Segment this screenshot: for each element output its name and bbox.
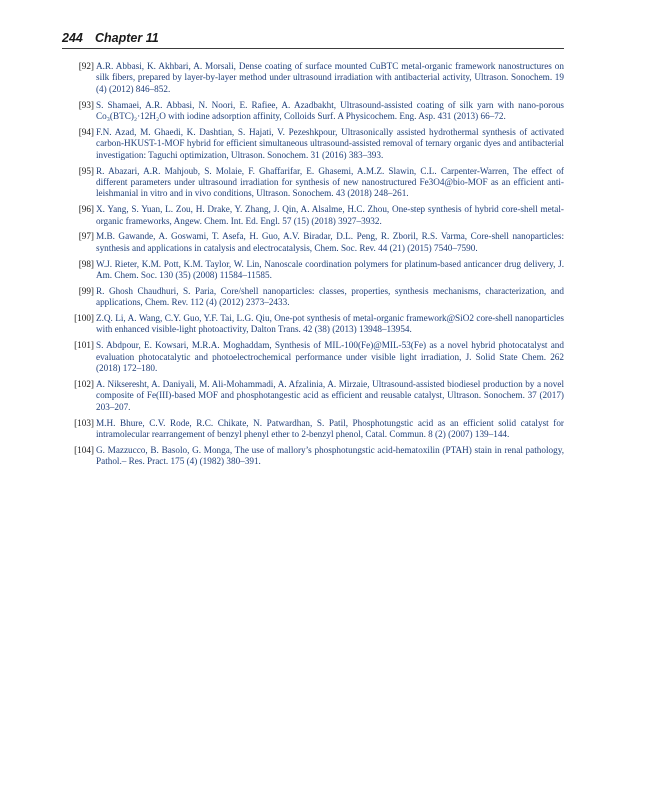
reference-item: [62, 61, 564, 95]
reference-text[interactable]: R. Abazari, A.R. Mahjoub, S. Molaie, F. Ghaffarifar, E. Ghasemi, A.M.Z. Slawin, C.L. Carpenter-Warren, The effect of different parameters under ultrasound irradiation for synthesis of new nanostructured Fe3O4@bio-MOF as an efficient anti-leishmanial in vitro and in vivo conditions, Ultrason. Sonochem. 43 (2018) 248–261.: [96, 165, 564, 199]
reference-item: [62, 379, 564, 413]
reference-number: [100]: [74, 312, 94, 323]
reference-item: [62, 231, 564, 254]
reference-text[interactable]: M.B. Gawande, A. Goswami, T. Asefa, H. Guo, A.V. Biradar, D.L. Peng, R. Zboril, R.S. Varma, Core-shell nanoparticles: synthesis and applications in catalysis and electrocatalysis, Chem. Soc. Rev. 44 (21) (2015) 7540–7590.: [96, 231, 564, 253]
reference-number: [102]: [74, 378, 94, 389]
reference-number: [98]: [78, 258, 94, 269]
reference-number: [95]: [78, 165, 94, 176]
reference-item: [62, 445, 564, 468]
reference-item: [62, 340, 564, 374]
reference-number: [99]: [78, 285, 94, 296]
page-header: [62, 30, 564, 49]
chapter-title: Chapter 11: [95, 31, 159, 45]
reference-item: [62, 100, 564, 123]
reference-number: [104]: [74, 444, 94, 455]
reference-number: [93]: [78, 99, 94, 110]
reference-text[interactable]: S. Shamaei, A.R. Abbasi, N. Noori, E. Rafiee, A. Azadbakht, Ultrasound-assisted coating of silk yarn with nano-porous Co₃(BTC)₂·12H₂O with iodine adsorption affinity, Colloids Surf. A Physicochem. Eng. Asp. 431 (2013) 66–72.: [96, 99, 564, 122]
reference-text[interactable]: W.J. Rieter, K.M. Pott, K.M. Taylor, W. Lin, Nanoscale coordination polymers for platinum-based anticancer drug delivery, J. Am. Chem. Soc. 130 (35) (2008) 11584–11585.: [96, 258, 564, 281]
reference-text[interactable]: F.N. Azad, M. Ghaedi, K. Dashtian, S. Hajati, V. Pezeshkpour, Ultrasonically assisted hydrothermal synthesis of activated carbon-HKUST-1-MOF hybrid for efficient simultaneous ultrasound-assisted removal of ternary organic dyes and antibacterial investigation: Taguchi optimization, Ultrason. Sonochem. 31 (2016) 383–393.: [96, 126, 564, 160]
reference-text[interactable]: A. Nikseresht, A. Daniyali, M. Ali-Mohammadi, A. Afzalinia, A. Mirzaie, Ultrasound-assisted biodiesel production by a novel composite of Fe(III)-based MOF and phosphotangestic acid as efficient and reusable catalyst, Ultrason. Sonochem. 37 (2017) 203–207.: [96, 378, 564, 412]
reference-number: [94]: [78, 126, 94, 137]
reference-number: [92]: [78, 61, 94, 71]
reference-text[interactable]: M.H. Bhure, C.V. Rode, R.C. Chikate, N. Patwardhan, S. Patil, Phosphotungstic acid as an efficient solid catalyst for intramolecular rearrangement of benzyl phenyl ether to 2-benzyl phenol, Catal. Commun. 8 (2) (2007) 139–144.: [96, 417, 564, 439]
reference-item: [62, 204, 564, 227]
reference-item: [62, 259, 564, 282]
reference-text[interactable]: X. Yang, S. Yuan, L. Zou, H. Drake, Y. Zhang, J. Qin, A. Alsalme, H.C. Zhou, One-step synthesis of hybrid core-shell metal-organic frameworks, Angew. Chem. Int. Ed. Engl. 57 (15) (2018) 3927–3932.: [96, 204, 564, 226]
reference-item: [62, 127, 564, 161]
reference-list: [62, 61, 564, 472]
reference-number: [97]: [78, 231, 94, 242]
reference-number: [101]: [74, 340, 94, 351]
reference-number: [103]: [74, 417, 94, 428]
page-number: 244: [62, 31, 83, 45]
reference-text[interactable]: G. Mazzucco, B. Basolo, G. Monga, The use of mallory’s phosphotungstic acid-hematoxilin (PTAH) stain in renal pathology, Pathol.– Res. Pract. 175 (4) (1982) 380–391.: [96, 444, 564, 467]
reference-text[interactable]: S. Abdpour, E. Kowsari, M.R.A. Moghaddam, Synthesis of MIL-100(Fe)@MIL-53(Fe) as a novel hybrid photocatalyst and evaluation photocatalytic and photoelectrochemical performance under visible light irradiation, J. Solid State Chem. 262 (2018) 172–180.: [96, 340, 564, 374]
reference-item: [62, 166, 564, 200]
reference-text[interactable]: Z.Q. Li, A. Wang, C.Y. Guo, Y.F. Tai, L.G. Qiu, One-pot synthesis of metal-organic framework@SiO2 core-shell nanoparticles with enhanced visible-light photoactivity, Dalton Trans. 42 (38) (2013) 13948–13954.: [96, 312, 564, 335]
reference-item: [62, 418, 564, 441]
reference-text[interactable]: A.R. Abbasi, K. Akhbari, A. Morsali, Dense coating of surface mounted CuBTC metal-organic framework nanostructures on silk fibers, prepared by layer-by-layer method under ultrasound irradiation with antibacterial activity, Ultrason. Sonochem. 19 (4) (2012) 846–852.: [96, 61, 564, 94]
reference-item: [62, 286, 564, 309]
reference-number: [96]: [78, 204, 94, 215]
reference-item: [62, 313, 564, 336]
reference-text[interactable]: R. Ghosh Chaudhuri, S. Paria, Core/shell nanoparticles: classes, properties, synthesis mechanisms, characterization, and applications, Chem. Rev. 112 (4) (2012) 2373–2433.: [96, 285, 564, 308]
